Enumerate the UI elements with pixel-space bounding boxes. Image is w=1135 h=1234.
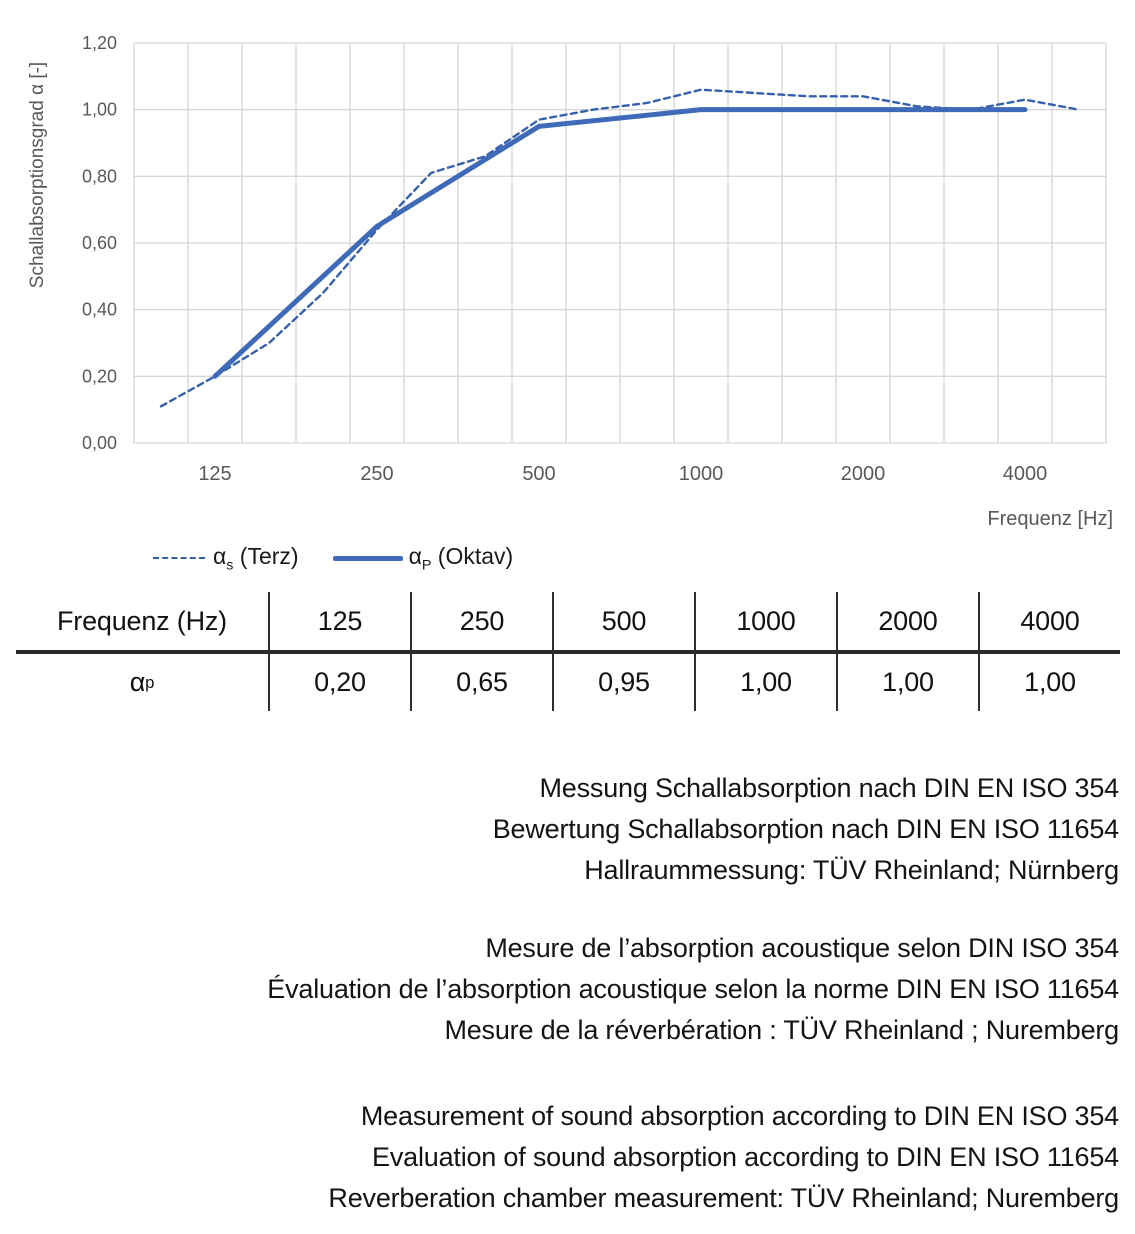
y-tick-label: 0,40 — [81, 299, 117, 320]
y-tick-label: 0,80 — [81, 166, 117, 187]
note-line: Reverberation chamber measurement: TÜV Rheinland; Nuremberg — [328, 1183, 1119, 1213]
note-line: Evaluation of sound absorption according to DIN EN ISO 11654 — [372, 1142, 1119, 1172]
table-value-cell: 0,65 — [410, 654, 552, 711]
table-header-cell: 125 — [268, 592, 410, 654]
table-value-cell: 1,00 — [694, 654, 836, 711]
table-header-cell: 1000 — [694, 592, 836, 654]
y-axis-title: Schallabsorptionsgrad α [-] — [27, 61, 48, 289]
y-tick-label: 0,20 — [81, 366, 117, 387]
table-value-cell: 0,20 — [268, 654, 410, 711]
table-header-cell: Frequenz (Hz) — [16, 592, 268, 654]
note-block-french — [267, 928, 1119, 1051]
dashed-line-sample-icon — [153, 557, 205, 559]
table-header-cell: 500 — [552, 592, 694, 654]
note-block-english — [328, 1096, 1119, 1219]
x-tick-label: 125 — [198, 463, 232, 485]
note-line: Hallraummessung: TÜV Rheinland; Nürnberg — [584, 855, 1119, 885]
x-tick-label: 500 — [522, 463, 556, 485]
y-tick-label: 1,20 — [81, 33, 117, 53]
note-line: Messung Schallabsorption nach DIN EN ISO 354 — [539, 773, 1119, 803]
legend-label-alpha-p: $\alpha_P$ (Oktav) — [408, 542, 514, 574]
absorption-chart — [0, 0, 1135, 500]
note-block-german — [493, 768, 1119, 891]
table-value-cell: 1,00 — [978, 654, 1120, 711]
chart-legend — [153, 543, 513, 573]
x-tick-label: 250 — [360, 463, 394, 485]
legend-item-alpha-s — [153, 543, 299, 574]
x-axis-title: Frequenz [Hz] — [987, 508, 1113, 530]
x-tick-label: 4000 — [1002, 463, 1048, 485]
table-header-cell: 250 — [410, 592, 552, 654]
note-line: Measurement of sound absorption according to DIN EN ISO 354 — [360, 1101, 1119, 1131]
y-tick-label: 0,00 — [81, 433, 117, 453]
x-tick-label: 2000 — [840, 463, 886, 485]
table-value-cell: 0,95 — [552, 654, 694, 711]
absorption-table — [16, 592, 1120, 711]
legend-label-alpha-s: $\alpha_s$ (Terz) — [213, 542, 299, 574]
note-line: Bewertung Schallabsorption nach DIN EN ISO 11654 — [492, 814, 1119, 844]
table-value-cell: 1,00 — [836, 654, 978, 711]
y-tick-label: 1,00 — [81, 99, 117, 120]
x-tick-label: 1000 — [678, 463, 724, 485]
table-header-cell: 2000 — [836, 592, 978, 654]
note-line: Mesure de la réverbération : TÜV Rheinland ; Nuremberg — [444, 1015, 1119, 1045]
solid-line-sample-icon — [333, 556, 403, 561]
table-header-cell: 4000 — [978, 592, 1120, 654]
legend-item-alpha-p — [333, 543, 514, 574]
table-row-label: α p — [129, 667, 155, 697]
y-tick-label: 0,60 — [81, 233, 117, 253]
note-line: Évaluation de l’absorption acoustique selon la norme DIN EN ISO 11654 — [267, 974, 1119, 1004]
note-line: Mesure de l’absorption acoustique selon DIN ISO 354 — [485, 933, 1119, 963]
